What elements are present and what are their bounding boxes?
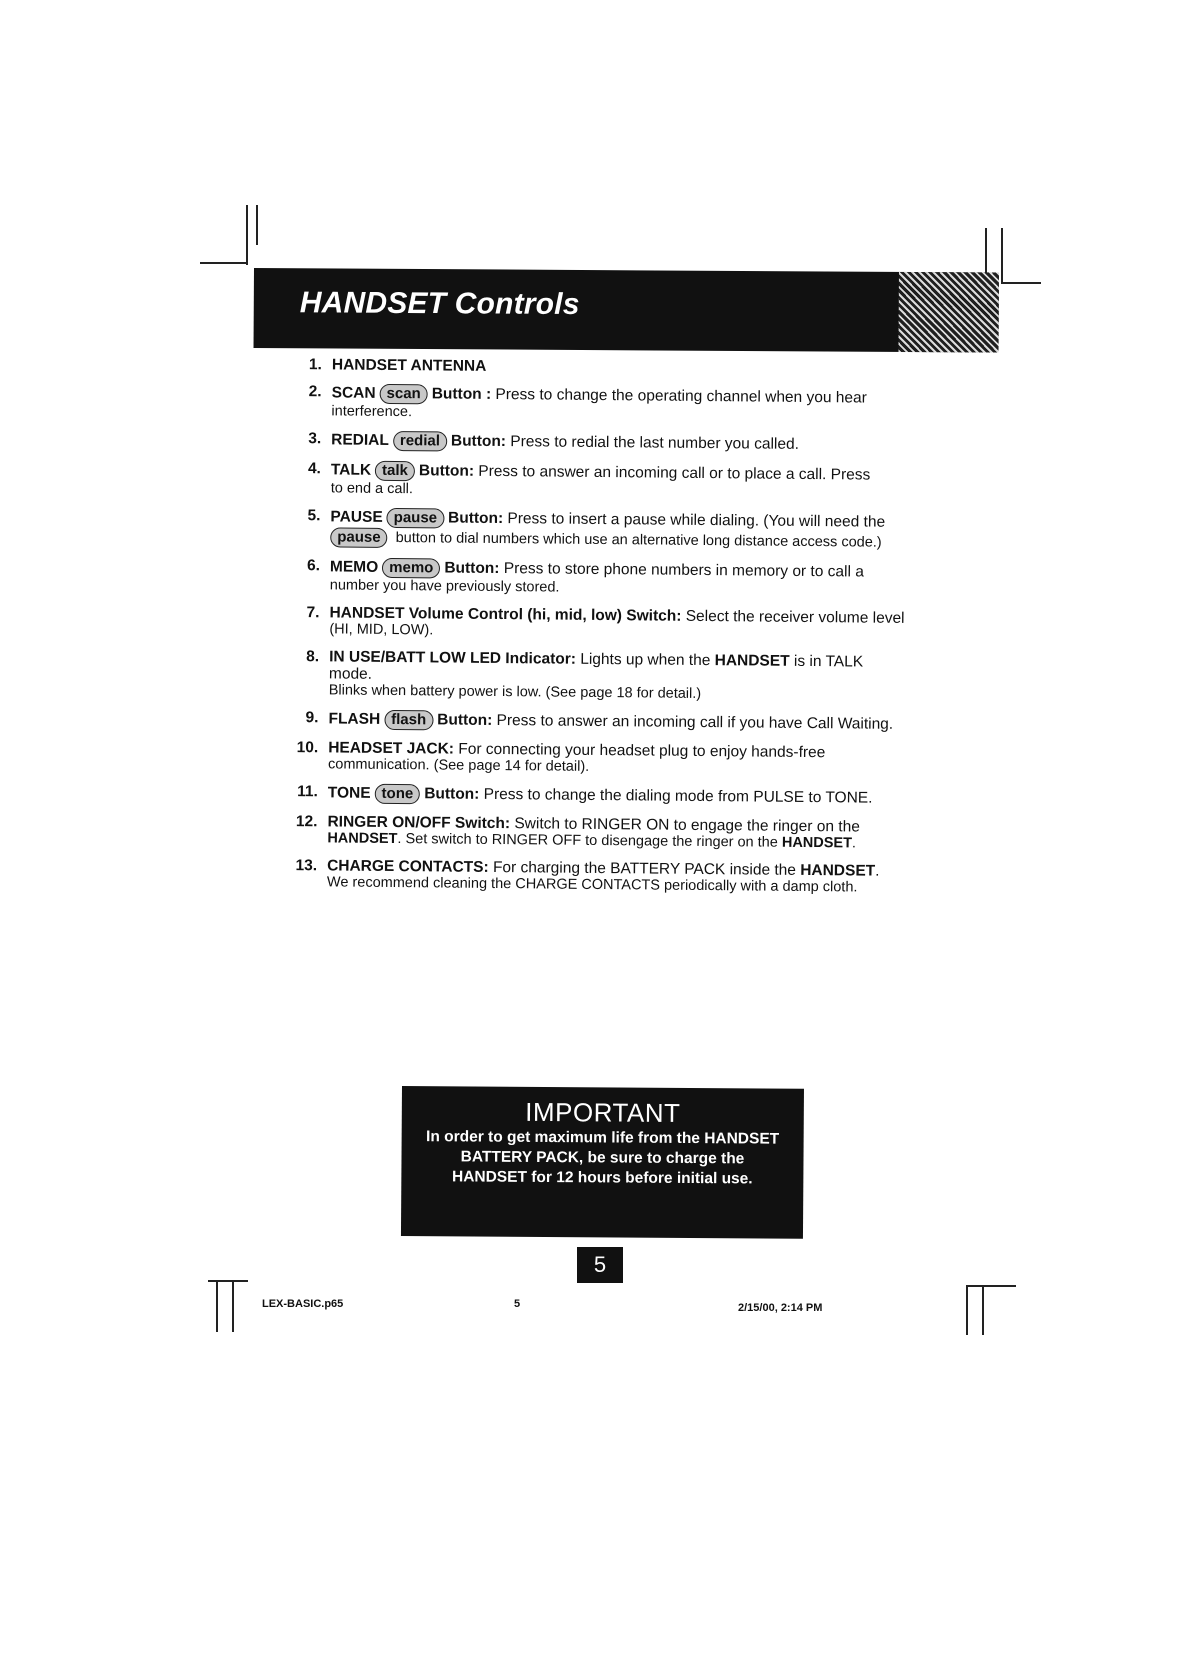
item-description: Press to answer an incoming call or to place a call. Press [473,462,871,484]
item-name: CHARGE CONTACTS: [327,857,489,876]
item-label: Button: [418,462,475,480]
memo-button-icon: memo [382,558,440,579]
crop-mark-top-left-v2 [256,205,258,245]
pause-button-icon: pause [387,508,445,529]
crop-mark-bottom-right-h [966,1285,1016,1287]
list-item [287,648,907,705]
item-number: 11. [297,783,318,801]
page-number: 5 [577,1247,623,1283]
item-continuation-line [331,403,909,426]
item-continuation-line [329,682,907,705]
item-number: 9. [305,709,319,727]
item-continuation: . [851,835,857,852]
item-number: 10. [296,739,319,757]
item-continuation-bold: HANDSET [327,830,398,848]
redial-button-icon: redial [393,431,447,452]
item-name: REDIAL [331,431,389,449]
item-description: Lights up when the [575,650,715,670]
item-description: Press to redial the last number you called. [505,433,800,453]
crop-mark-top-left-h [200,262,248,264]
item-description: Select the receiver volume level [681,607,905,627]
item-continuation: We recommend cleaning the CHARGE CONTACTS periodically with a damp cloth. [326,874,858,896]
item-description-bold: HANDSET [800,861,876,880]
tone-button-icon: tone [374,784,420,804]
crop-mark-top-left-v1 [246,205,248,265]
item-name: SCAN [331,384,376,402]
item-number: 1. [308,356,322,374]
item-continuation-bold: HANDSET [781,834,853,852]
item-description: Switch to RINGER ON to engage the ringer on the [510,815,860,836]
item-description: is in TALK mode. [328,652,864,683]
item-label: Button: [447,509,504,528]
scan-button-icon: scan [379,384,427,404]
list-item [287,604,907,644]
list-item [289,383,909,426]
item-continuation: button to dial numbers which use an alternative long distance access code.) [391,529,882,551]
item-name: MEMO [329,558,379,576]
item-number: 3. [308,430,322,448]
crop-mark-top-right-v1 [985,228,987,278]
list-item [289,460,909,503]
list-item [285,857,905,897]
list-item [290,356,910,379]
item-number: 2. [308,383,322,401]
item-continuation: communication. (See page 14 for detail). [328,756,590,775]
footer-file: LEX-BASIC.p65 [262,1298,344,1310]
item-description: . [875,862,880,880]
item-description: Press to answer an incoming call if you have Call Waiting. [492,711,894,733]
item-continuation-line [330,527,908,553]
item-description: For charging the BATTERY PACK inside the [488,858,801,879]
item-name: HEADSET JACK: [328,739,455,758]
item-number: 8. [306,648,320,666]
crop-mark-bottom-left-v1 [216,1280,218,1332]
item-continuation-line [330,577,908,600]
item-description: Press to store phone numbers in memory or to call a [499,560,864,581]
item-continuation: . Set switch to RINGER OFF to disengage the ringer on the [397,831,782,851]
item-number: 4. [307,460,322,478]
item-continuation: to end a call. [330,480,414,498]
item-description: Press to change the operating channel when you hear [491,385,867,407]
item-label: Button : [431,385,492,403]
item-continuation-line [331,480,909,503]
item-continuation: interference. [331,403,413,421]
crop-mark-top-right-h [1001,282,1041,284]
list-item [286,783,906,809]
item-name: HANDSET Volume Control (hi, mid, low) Switch: [329,604,682,625]
important-line: BATTERY PACK, be sure to charge the [460,1148,745,1168]
page-title: HANDSET Controls [299,286,580,321]
controls-list [285,356,910,907]
item-label: Button: [424,785,480,803]
item-description: Press to change the dialing mode from PULSE to TONE. [479,785,873,807]
crop-mark-bottom-left-v2 [232,1280,234,1332]
crop-mark-bottom-right-v1 [966,1285,968,1335]
crop-mark-top-right-v2 [1001,228,1003,284]
item-label: Button: [450,432,507,451]
item-number: 7. [306,604,320,622]
important-title: IMPORTANT [525,1096,681,1128]
crop-mark-bottom-right-v2 [982,1285,984,1335]
footer-page: 5 [514,1298,521,1310]
item-continuation: (HI, MID, LOW). [329,621,434,639]
crop-mark-bottom-left-h [208,1280,248,1282]
important-line: In order to get maximum life from the HANDSET [426,1128,780,1148]
item-description: For connecting your headset plug to enjoy hands-free [453,740,826,762]
item-name: HANDSET ANTENNA [331,356,487,375]
halftone-texture [898,272,998,353]
item-label: Button: [437,711,493,729]
item-number: 13. [295,857,318,875]
item-number: 6. [306,557,321,575]
item-name: FLASH [328,710,381,728]
item-name: TALK [330,461,372,479]
pause-button-icon: pause [330,527,388,548]
item-number: 5. [307,507,321,525]
talk-button-icon: talk [375,461,415,481]
item-name: IN USE/BATT LOW LED Indicator: [329,648,577,668]
flash-button-icon: flash [384,710,433,730]
item-name: PAUSE [330,508,383,526]
list-item [285,813,905,853]
list-item [288,507,908,553]
item-label: Button: [444,559,500,578]
list-item [286,709,906,735]
item-continuation: Blinks when battery power is low. (See page 18 for detail.) [328,682,702,702]
header-bar [254,268,999,353]
list-item [288,557,908,600]
list-item [286,739,906,779]
item-name: RINGER ON/OFF Switch: [327,813,511,833]
item-continuation: number you have previously stored. [329,577,560,596]
item-number: 12. [295,813,318,831]
important-notice [401,1086,804,1239]
footer-timestamp: 2/15/00, 2:14 PM [738,1302,823,1314]
important-line: HANDSET for 12 hours before initial use. [452,1168,753,1188]
item-name: TONE [327,784,371,802]
item-description: Press to insert a pause while dialing. (You will need the [503,510,886,531]
list-item [289,430,909,456]
item-description-bold: HANDSET [714,652,790,670]
